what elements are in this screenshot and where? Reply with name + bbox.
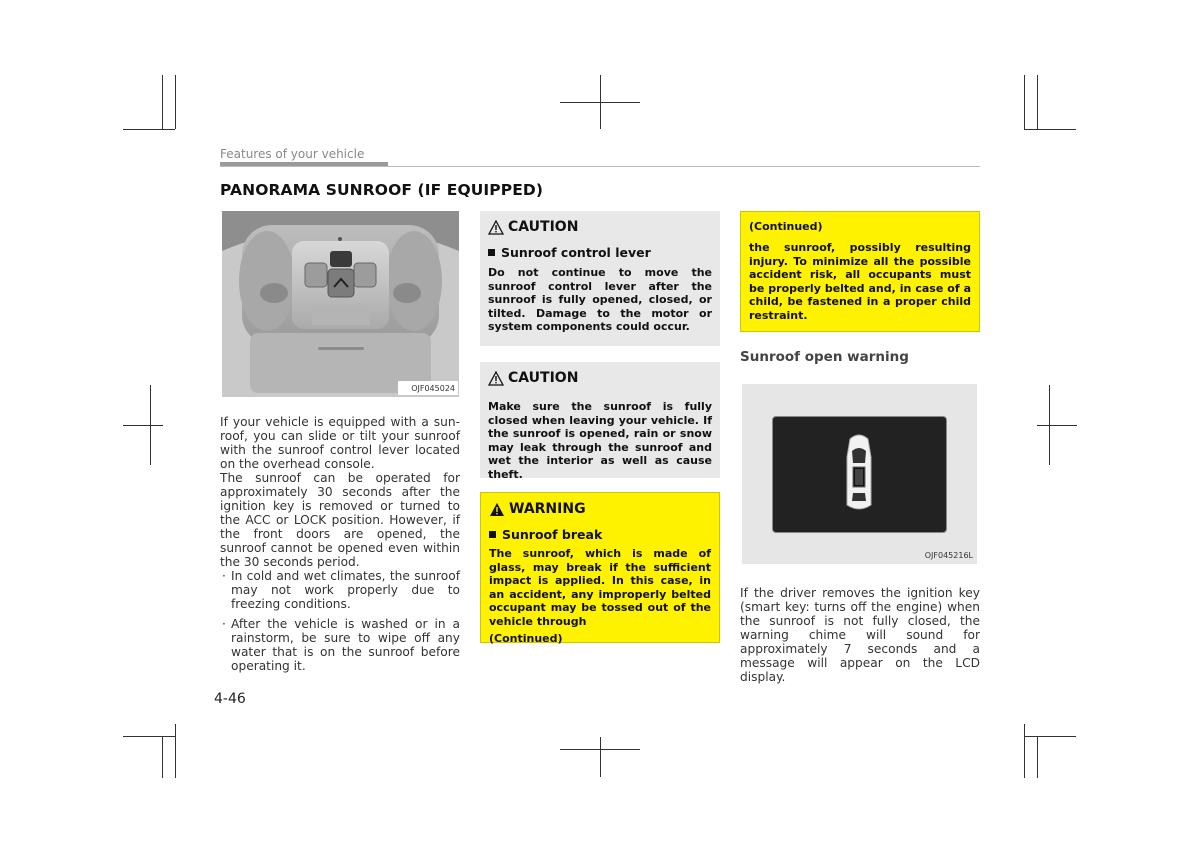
warning-subheading: [489, 527, 711, 542]
caution-subheading-text: Sunroof control lever: [501, 245, 651, 260]
caution-box-close-sunroof: [480, 362, 720, 481]
caution-heading: [488, 219, 712, 235]
overhead-console-illustration: [222, 211, 459, 397]
warning-description-paragraph: If the driver removes the ignition key (smart key: turns off the engine) when the sunroof is not fully closed, the warning chime will sound for approximately 7 seconds and a message will appear on the LCD display.: [740, 586, 980, 684]
caution-heading: [488, 370, 712, 386]
crop-mark: [1024, 724, 1025, 778]
crop-mark: [1024, 75, 1025, 129]
caution-triangle-icon: [488, 220, 504, 235]
crop-mark: [123, 425, 163, 426]
warning-triangle-icon: [489, 502, 505, 517]
crop-mark: [162, 736, 163, 778]
caution-label: CAUTION: [508, 219, 579, 235]
caution-body: Do not continue to move the sunroof control lever after the sunroof is fully opened, closed, or tilted. Damage to the motor or system components could occur.: [488, 266, 712, 334]
lcd-display-photo: [742, 384, 977, 564]
crop-mark: [1037, 75, 1038, 129]
caution-triangle-icon: [488, 371, 504, 386]
crop-mark: [175, 75, 176, 129]
page-number: 4-46: [214, 691, 246, 707]
warning-continued-box: [740, 211, 980, 332]
crop-mark: [600, 75, 601, 129]
crop-mark: [1024, 129, 1076, 130]
crop-mark: [1024, 736, 1076, 737]
list-item: · In cold and wet climates, the sunroof may not work properly due to freezing conditions.: [220, 569, 460, 611]
crop-mark: [1037, 425, 1077, 426]
photo-code: OJF045216L: [924, 551, 973, 560]
warning-subheading-text: Sunroof break: [502, 527, 603, 542]
crop-mark: [123, 129, 175, 130]
crop-mark: [150, 385, 151, 465]
car-top-view-icon: [773, 417, 946, 532]
crop-mark: [162, 75, 163, 129]
warning-body: The sunroof, which is made of glass, may break if the sufficient impact is applied. In this case, in an accident, any improperly belted occupant may be tossed out of the vehicle through: [489, 547, 711, 628]
warning-label: WARNING: [509, 501, 586, 517]
warning-heading: [489, 501, 711, 517]
crop-mark: [1037, 736, 1038, 778]
caution-body: Make sure the sunroof is fully closed when leaving your vehicle. If the sunroof is opened, rain or snow may leak through the sunroof and wet the interior as well as cause theft.: [488, 400, 712, 481]
photo-code: OJF045024: [411, 384, 455, 393]
section-header: Features of your vehicle: [220, 147, 365, 161]
list-item: · After the vehicle is washed or in a rainstorm, be sure to wipe off any water that is on the sunroof before operating it.: [220, 617, 460, 673]
subheading-sunroof-open-warning: Sunroof open warning: [740, 349, 909, 365]
crop-mark: [175, 724, 176, 778]
note-list: [220, 569, 460, 673]
lcd-screen: [772, 416, 947, 533]
crop-mark: [1049, 385, 1050, 465]
page-title: PANORAMA SUNROOF (IF EQUIPPED): [220, 181, 544, 199]
overhead-console-photo: [222, 211, 459, 397]
intro-paragraph: [220, 415, 460, 673]
warning-box-sunroof-break: [480, 492, 720, 643]
crop-mark: [600, 737, 601, 777]
paragraph-1: If your vehicle is equipped with a sun-roof, you can slide or tilt your sunroof with the sunroof control lever located on the overhead console.: [220, 415, 460, 471]
paragraph-2: The sunroof can be operated for approximately 30 seconds after the ignition key is removed or turned to the ACC or LOCK position. However, if the front doors are opened, the sunroof cannot be opened even within the 30 seconds period.: [220, 471, 460, 569]
continued-label: (Continued): [489, 631, 563, 645]
crop-mark: [123, 736, 175, 737]
caution-subheading: [488, 245, 712, 260]
square-bullet-icon: [488, 249, 495, 256]
caution-label: CAUTION: [508, 370, 579, 386]
square-bullet-icon: [489, 531, 496, 538]
caution-box-control-lever: [480, 211, 720, 346]
warning-continued-body: the sunroof, possibly resulting injury. To minimize all the possible accident risk, all occupants must be properly belted and, in case of a child, be fastened in a proper child restraint.: [749, 241, 971, 322]
header-rule: [220, 166, 980, 167]
continued-label: (Continued): [749, 220, 823, 233]
